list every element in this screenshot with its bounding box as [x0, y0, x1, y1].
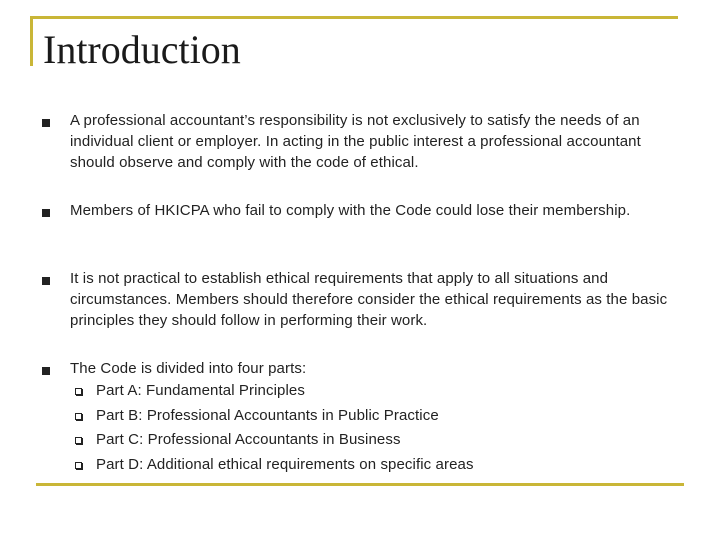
bullet-text: It is not practical to establish ethical requirements that apply to all situations and circumstances. Members should therefore consider the ethical requirements as the basic principles they should follow in performing their work. [70, 270, 668, 329]
bullet-text-with-subitems [70, 358, 680, 477]
slide-title: Introduction [43, 27, 241, 72]
sub-item-label: Part C: Professional Accountants in Business [96, 431, 401, 448]
square-bullet-icon [42, 277, 50, 285]
left-border-line [30, 16, 33, 66]
square-bullet-icon [42, 209, 50, 217]
bullet-text: The Code is divided into four parts: [70, 360, 307, 377]
bullet-text: Members of HKICPA who fail to comply with the Code could lose their membership. [70, 202, 631, 219]
sub-bullet-list [70, 379, 680, 477]
hollow-square-bullet-icon [75, 462, 82, 469]
bottom-border-line [36, 483, 684, 486]
hollow-square-bullet-icon [75, 413, 82, 420]
sub-item-part-c [70, 428, 680, 453]
sub-item-label: Part B: Professional Accountants in Public Practice [96, 406, 439, 424]
bullet-text: A professional accountant’s responsibility is not exclusively to satisfy the needs of an individual client or employer. In acting in the public interest a professional accountant should observe and comply with the code of ethical. [70, 112, 641, 171]
sub-item-part-b [70, 404, 680, 429]
sub-item-part-a [70, 379, 680, 404]
hollow-square-bullet-icon [75, 388, 82, 395]
sub-item-part-d [70, 453, 680, 478]
square-bullet-icon [42, 119, 50, 127]
hollow-square-bullet-icon [75, 437, 82, 444]
square-bullet-icon [42, 367, 50, 375]
sub-item-label: Part D: Additional ethical requirements on specific areas [96, 455, 474, 473]
top-border-line [30, 16, 678, 19]
sub-item-label: Part A: Fundamental Principles [96, 382, 305, 399]
